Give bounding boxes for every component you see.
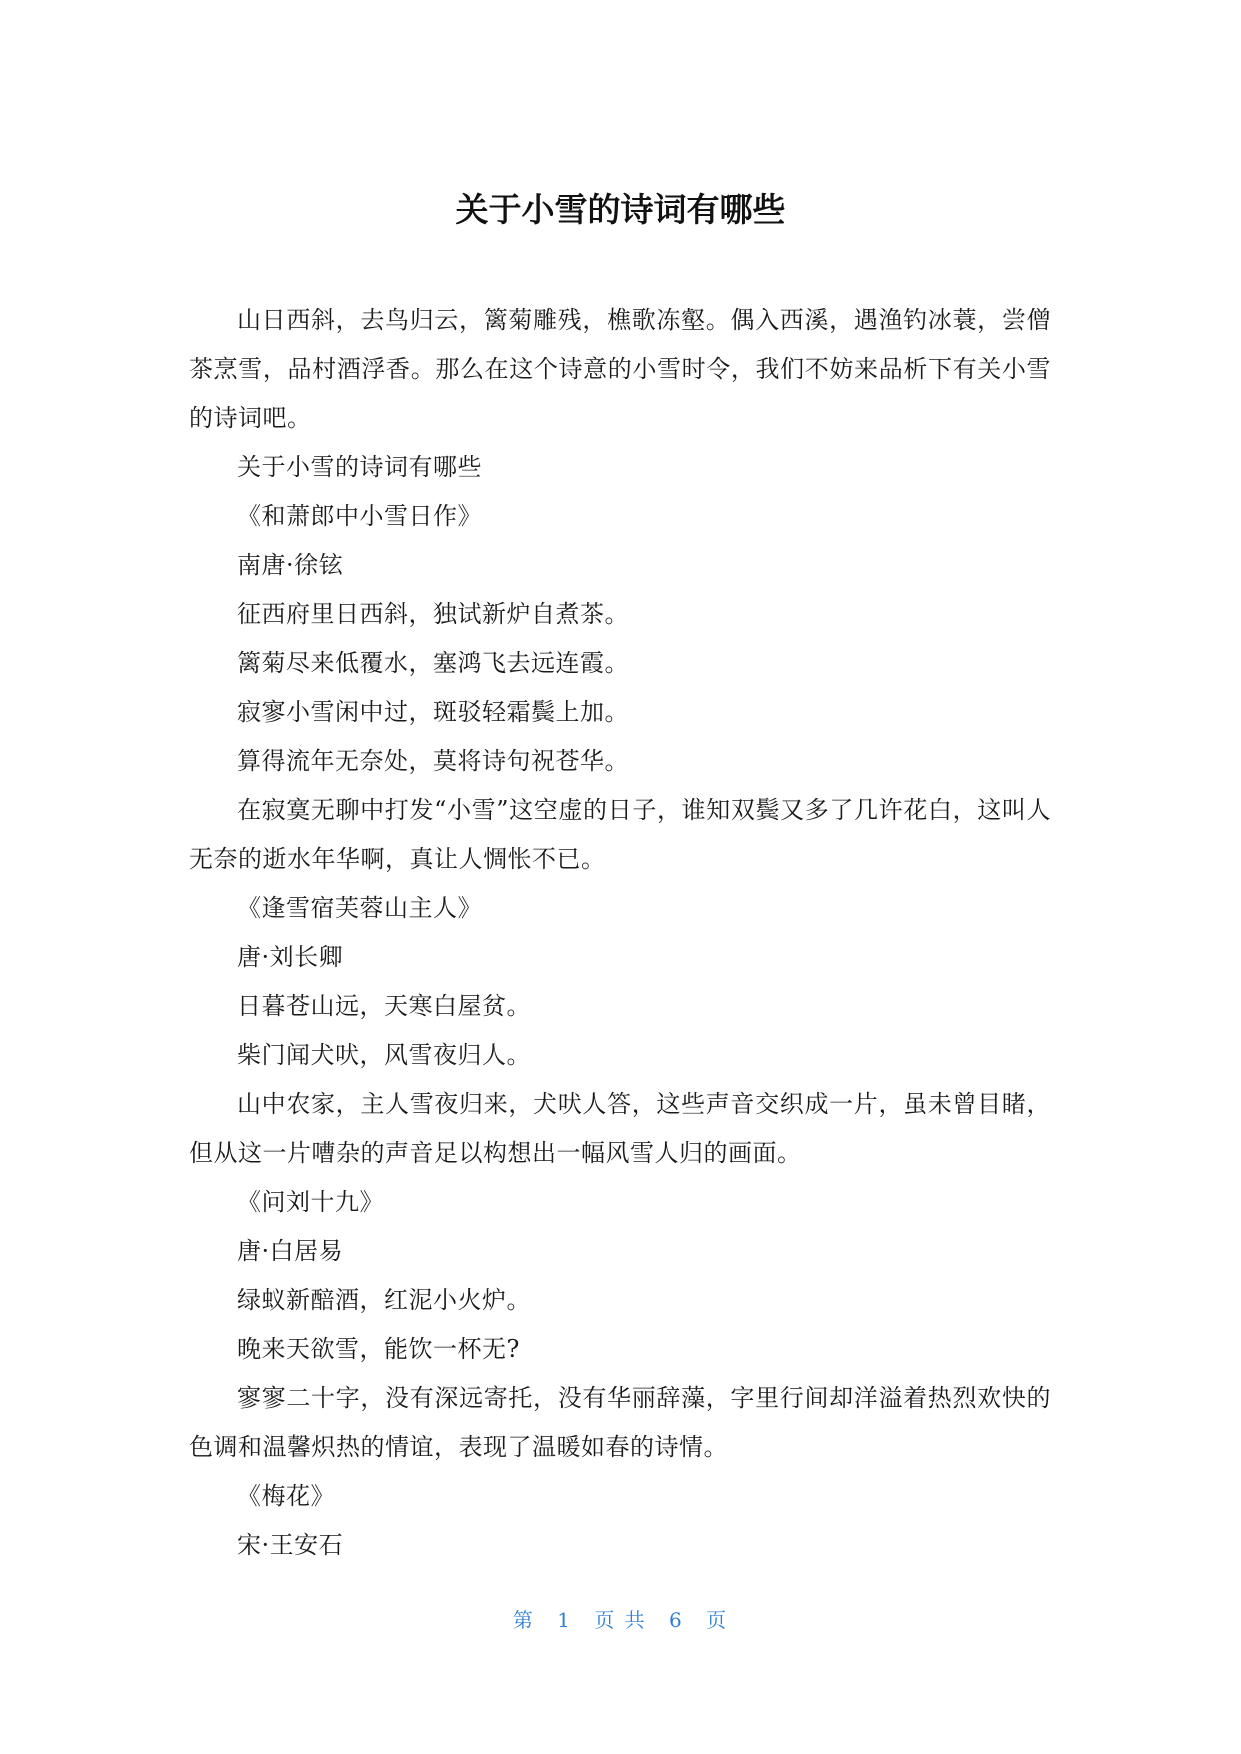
section-heading: 关于小雪的诗词有哪些 (237, 453, 482, 481)
poem-title: 《逢雪宿芙蓉山主人》 (237, 894, 482, 922)
page-footer (0, 1604, 1241, 1633)
footer-middle: 页 共 (594, 1608, 647, 1632)
poem-line: 寂寥小雪闲中过，斑驳轻霜鬓上加。 (237, 698, 629, 726)
poem-line: 绿蚁新醅酒，红泥小火炉。 (237, 1286, 531, 1314)
document-body (189, 296, 1051, 1570)
total-pages-number: 6 (669, 1608, 684, 1632)
poem-author: 唐·刘长卿 (237, 943, 344, 971)
poem-author: 南唐·徐铉 (237, 551, 344, 579)
page-title: 关于小雪的诗词有哪些 (455, 190, 786, 229)
footer-suffix: 页 (706, 1608, 729, 1632)
commentary-paragraph: 山中农家，主人雪夜归来，犬吠人答，这些声音交织成一片，虽未曾目睹，但从这一片嘈杂的声音足以构想出一幅风雪人归的画面。 (189, 1090, 1051, 1167)
poem-line: 篱菊尽来低覆水，塞鸿飞去远连霞。 (237, 649, 629, 677)
poem-title: 《梅花》 (237, 1482, 335, 1510)
poem-title: 《和萧郎中小雪日作》 (237, 502, 482, 530)
current-page-number: 1 (557, 1608, 572, 1632)
poem-author: 唐·白居易 (237, 1237, 344, 1265)
footer-prefix: 第 (512, 1608, 535, 1632)
intro-paragraph: 山日西斜，去鸟归云，篱菊雕残，樵歌冻壑。偶入西溪，遇渔钓冰蓑，尝僧茶烹雪，品村酒浮香。那么在这个诗意的小雪时令，我们不妨来品析下有关小雪的诗词吧。 (189, 306, 1051, 432)
poem-author: 宋·王安石 (237, 1531, 344, 1559)
commentary-paragraph: 寥寥二十字，没有深远寄托，没有华丽辞藻，字里行间却洋溢着热烈欢快的色调和温馨炽热的情谊，表现了温暖如春的诗情。 (189, 1384, 1051, 1461)
commentary-paragraph: 在寂寞无聊中打发“小雪”这空虚的日子，谁知双鬓又多了几许花白，这叫人无奈的逝水年华啊，真让人惆怅不已。 (189, 796, 1051, 873)
poem-line: 柴门闻犬吠，风雪夜归人。 (237, 1041, 531, 1069)
poem-line: 日暮苍山远，天寒白屋贫。 (237, 992, 531, 1020)
poem-title: 《问刘十九》 (237, 1188, 384, 1216)
poem-line: 晚来天欲雪，能饮一杯无? (237, 1335, 520, 1363)
poem-line: 算得流年无奈处，莫将诗句祝苍华。 (237, 747, 629, 775)
poem-line: 征西府里日西斜，独试新炉自煮茶。 (237, 600, 629, 628)
